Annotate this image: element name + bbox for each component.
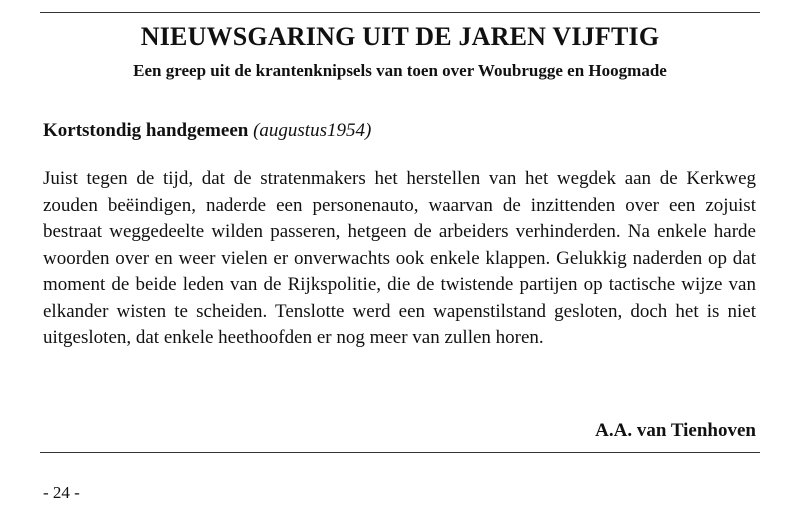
article-title: Kortstondig handgemeen [43, 120, 249, 141]
article-author: A.A. van Tienhoven [595, 420, 756, 441]
page-number: - 24 - [43, 483, 80, 502]
article-date: (augustus1954) [253, 120, 372, 141]
article-heading [43, 120, 371, 142]
article-body: Juist tegen de tijd, dat de stratenmakers het herstellen van het wegdek aan de Kerkweg zouden beëindigen, naderde een personenauto, waarvan de inzittenden over een zojuist bestraat weggedeelte wilden passeren, hetgeen de arbeiders verhinderden. Na enkele harde woorden over en weer vielen er onverwachts ook enkele klappen. Gelukkig naderden op dat moment de beide leden van de Rijkspolitie, die de twistende partijen op tactische wijze van elkander wisten te scheiden. Tenslotte werd een wapenstilstand gesloten, doch het is niet uitgesloten, dat enkele heethoofden er nog meer van zullen horen. [43, 168, 756, 348]
bottom-divider [40, 452, 760, 453]
page-subtitle: Een greep uit de krantenknipsels van toen over Woubrugge en Hoogmade [133, 61, 667, 80]
top-divider [40, 12, 760, 13]
page-title: NIEUWSGARING UIT DE JAREN VIJFTIG [140, 22, 660, 51]
